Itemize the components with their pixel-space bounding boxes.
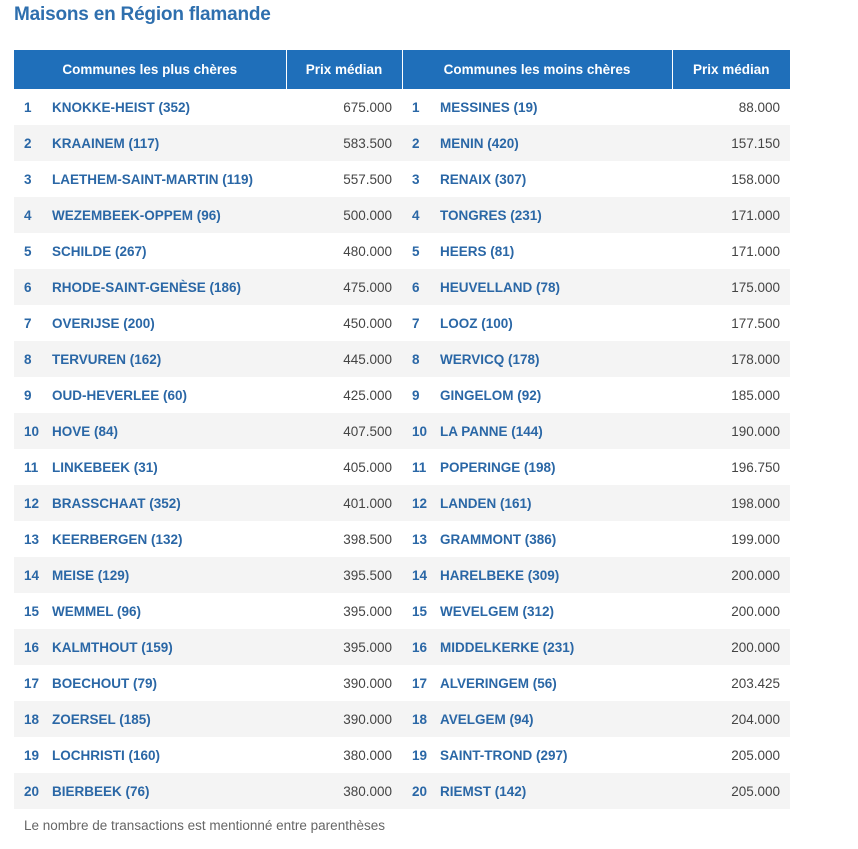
- rank-left: 4: [14, 197, 52, 233]
- rank-right: 18: [402, 701, 440, 737]
- price-right: 198.000: [672, 485, 790, 521]
- table-row: [14, 557, 790, 593]
- rank-right: 17: [412, 675, 428, 691]
- rank-right: 3: [412, 171, 420, 187]
- commune-link-left[interactable]: MEISE (129): [52, 557, 286, 593]
- header-left-price: Prix médian: [286, 50, 402, 89]
- price-left: 401.000: [286, 485, 402, 521]
- commune-link-left[interactable]: HOVE (84): [52, 413, 286, 449]
- commune-link-right[interactable]: MIDDELKERKE (231): [440, 629, 672, 665]
- rank-left: 2: [14, 125, 52, 161]
- price-left: 407.500: [286, 413, 402, 449]
- price-left: 398.500: [343, 531, 393, 547]
- commune-link-right[interactable]: GINGELOM (92): [440, 387, 542, 403]
- commune-link-right[interactable]: TONGRES (231): [440, 197, 672, 233]
- price-right: 200.000: [672, 557, 790, 593]
- price-right: 196.750: [731, 459, 781, 475]
- rank-right: 13: [412, 531, 428, 547]
- price-right: 177.500: [731, 315, 781, 331]
- commune-link-left[interactable]: KALMTHOUT (159): [52, 629, 286, 665]
- table-row: [14, 197, 790, 233]
- price-right: 204.000: [672, 701, 790, 737]
- table-row: [14, 629, 790, 665]
- rank-right: 5: [412, 243, 420, 259]
- commune-link-left[interactable]: OUD-HEVERLEE (60): [52, 387, 188, 403]
- rank-right: 2: [402, 125, 440, 161]
- rank-right: 20: [402, 773, 440, 809]
- price-left: 390.000: [286, 701, 402, 737]
- commune-link-right[interactable]: WERVICQ (178): [440, 341, 672, 377]
- price-left: 475.000: [286, 269, 402, 305]
- commune-link-left[interactable]: KRAAINEM (117): [52, 125, 286, 161]
- price-left: 480.000: [343, 243, 393, 259]
- table-header-row: [14, 50, 790, 89]
- rank-right: 19: [412, 747, 428, 763]
- commune-link-right[interactable]: HEUVELLAND (78): [440, 269, 672, 305]
- table-row: [14, 737, 790, 773]
- rank-left: 11: [24, 459, 39, 475]
- table-row: [14, 89, 790, 125]
- commune-link-left[interactable]: BOECHOUT (79): [52, 675, 158, 691]
- table-row: [14, 161, 790, 197]
- commune-link-left[interactable]: LOCHRISTI (160): [52, 747, 161, 763]
- commune-link-left[interactable]: KNOKKE-HEIST (352): [52, 99, 191, 115]
- commune-link-left[interactable]: SCHILDE (267): [52, 243, 147, 259]
- rank-left: 20: [14, 773, 52, 809]
- rank-right: 14: [402, 557, 440, 593]
- commune-link-right[interactable]: MENIN (420): [440, 125, 672, 161]
- header-right-price: Prix médian: [672, 50, 790, 89]
- commune-link-left[interactable]: OVERIJSE (200): [52, 315, 155, 331]
- rank-left: 15: [24, 603, 40, 619]
- price-right: 190.000: [672, 413, 790, 449]
- table-row: [14, 125, 790, 161]
- price-left: 557.500: [343, 171, 393, 187]
- page-title: Maisons en Région flamande: [14, 4, 271, 25]
- commune-link-left[interactable]: LINKEBEEK (31): [52, 459, 158, 475]
- footnote: Le nombre de transactions est mentionné entre parenthèses: [24, 818, 385, 833]
- commune-link-right[interactable]: AVELGEM (94): [440, 701, 672, 737]
- rank-left: 7: [24, 315, 32, 331]
- commune-link-left[interactable]: KEERBERGEN (132): [52, 531, 183, 547]
- rank-right: 15: [412, 603, 428, 619]
- table-row: [14, 305, 790, 341]
- price-right: 185.000: [731, 387, 781, 403]
- price-left: 405.000: [343, 459, 393, 475]
- header-most-expensive: Communes les plus chères: [14, 50, 286, 89]
- price-right: 175.000: [672, 269, 790, 305]
- commune-link-right[interactable]: ALVERINGEM (56): [440, 675, 557, 691]
- price-left: 395.000: [286, 629, 402, 665]
- rank-left: 19: [24, 747, 40, 763]
- commune-link-left[interactable]: RHODE-SAINT-GENÈSE (186): [52, 269, 286, 305]
- header-least-expensive: Communes les moins chères: [402, 50, 672, 89]
- rank-left: 9: [24, 387, 32, 403]
- commune-link-right[interactable]: LOOZ (100): [440, 315, 513, 331]
- price-right: 171.000: [672, 197, 790, 233]
- commune-link-right[interactable]: HARELBEKE (309): [440, 557, 672, 593]
- table-row: [14, 233, 790, 269]
- rank-right: 10: [402, 413, 440, 449]
- table-row: [14, 665, 790, 701]
- rank-right: 12: [402, 485, 440, 521]
- price-left: 395.500: [286, 557, 402, 593]
- rank-right: 9: [412, 387, 420, 403]
- rank-left: 13: [24, 531, 40, 547]
- rank-left: 10: [14, 413, 52, 449]
- commune-link-right[interactable]: LANDEN (161): [440, 485, 672, 521]
- price-right: 158.000: [731, 171, 781, 187]
- ranking-table: [14, 50, 790, 809]
- commune-link-right[interactable]: RENAIX (307): [440, 171, 527, 187]
- rank-left: 18: [14, 701, 52, 737]
- rank-right: 16: [402, 629, 440, 665]
- price-right: 205.000: [672, 773, 790, 809]
- price-right: 157.150: [672, 125, 790, 161]
- table-row: [14, 485, 790, 521]
- rank-left: 12: [14, 485, 52, 521]
- price-right: 200.000: [672, 629, 790, 665]
- commune-link-right[interactable]: GRAMMONT (386): [440, 531, 557, 547]
- table-row: [14, 377, 790, 413]
- commune-link-right[interactable]: POPERINGE (198): [440, 459, 556, 475]
- commune-link-right[interactable]: SAINT-TROND (297): [440, 747, 568, 763]
- table-row: [14, 701, 790, 737]
- price-right: 199.000: [731, 531, 781, 547]
- table-row: [14, 773, 790, 809]
- rank-left: 6: [14, 269, 52, 305]
- table-row: [14, 269, 790, 305]
- rank-left: 8: [14, 341, 52, 377]
- price-left: 675.000: [343, 99, 393, 115]
- table-row: [14, 413, 790, 449]
- rank-left: 17: [24, 675, 40, 691]
- commune-link-right[interactable]: RIEMST (142): [440, 773, 672, 809]
- rank-left: 14: [14, 557, 52, 593]
- price-left: 395.000: [343, 603, 393, 619]
- table-row: [14, 341, 790, 377]
- price-right: 203.425: [731, 675, 781, 691]
- commune-link-left[interactable]: BIERBEEK (76): [52, 773, 286, 809]
- table-row: [14, 449, 790, 485]
- commune-link-right[interactable]: WEVELGEM (312): [440, 603, 555, 619]
- price-left: 583.500: [286, 125, 402, 161]
- price-left: 380.000: [286, 773, 402, 809]
- table-row: [14, 593, 790, 629]
- rank-left: 5: [24, 243, 32, 259]
- commune-link-right[interactable]: LA PANNE (144): [440, 413, 672, 449]
- price-right: 88.000: [738, 99, 781, 115]
- rank-right: 6: [402, 269, 440, 305]
- commune-link-left[interactable]: TERVUREN (162): [52, 341, 286, 377]
- commune-link-left[interactable]: LAETHEM-SAINT-MARTIN (119): [52, 171, 254, 187]
- price-right: 178.000: [672, 341, 790, 377]
- price-left: 445.000: [286, 341, 402, 377]
- price-right: 171.000: [731, 243, 781, 259]
- rank-right: 7: [412, 315, 420, 331]
- rank-right: 8: [402, 341, 440, 377]
- commune-link-left[interactable]: BRASSCHAAT (352): [52, 485, 286, 521]
- rank-right: 11: [412, 459, 427, 475]
- price-left: 450.000: [343, 315, 393, 331]
- commune-link-left[interactable]: ZOERSEL (185): [52, 701, 286, 737]
- price-right: 200.000: [731, 603, 781, 619]
- commune-link-right[interactable]: MESSINES (19): [440, 99, 538, 115]
- price-left: 425.000: [343, 387, 393, 403]
- commune-link-left[interactable]: WEZEMBEEK-OPPEM (96): [52, 197, 286, 233]
- rank-left: 16: [14, 629, 52, 665]
- price-right: 205.000: [731, 747, 781, 763]
- table-row: [14, 521, 790, 557]
- price-left: 390.000: [343, 675, 393, 691]
- rank-right: 1: [412, 99, 420, 115]
- commune-link-left[interactable]: WEMMEL (96): [52, 603, 142, 619]
- commune-link-right[interactable]: HEERS (81): [440, 243, 515, 259]
- table-body: [14, 89, 790, 809]
- rank-left: 3: [24, 171, 32, 187]
- rank-left: 1: [24, 99, 32, 115]
- price-left: 380.000: [343, 747, 393, 763]
- price-left: 500.000: [286, 197, 402, 233]
- rank-right: 4: [402, 197, 440, 233]
